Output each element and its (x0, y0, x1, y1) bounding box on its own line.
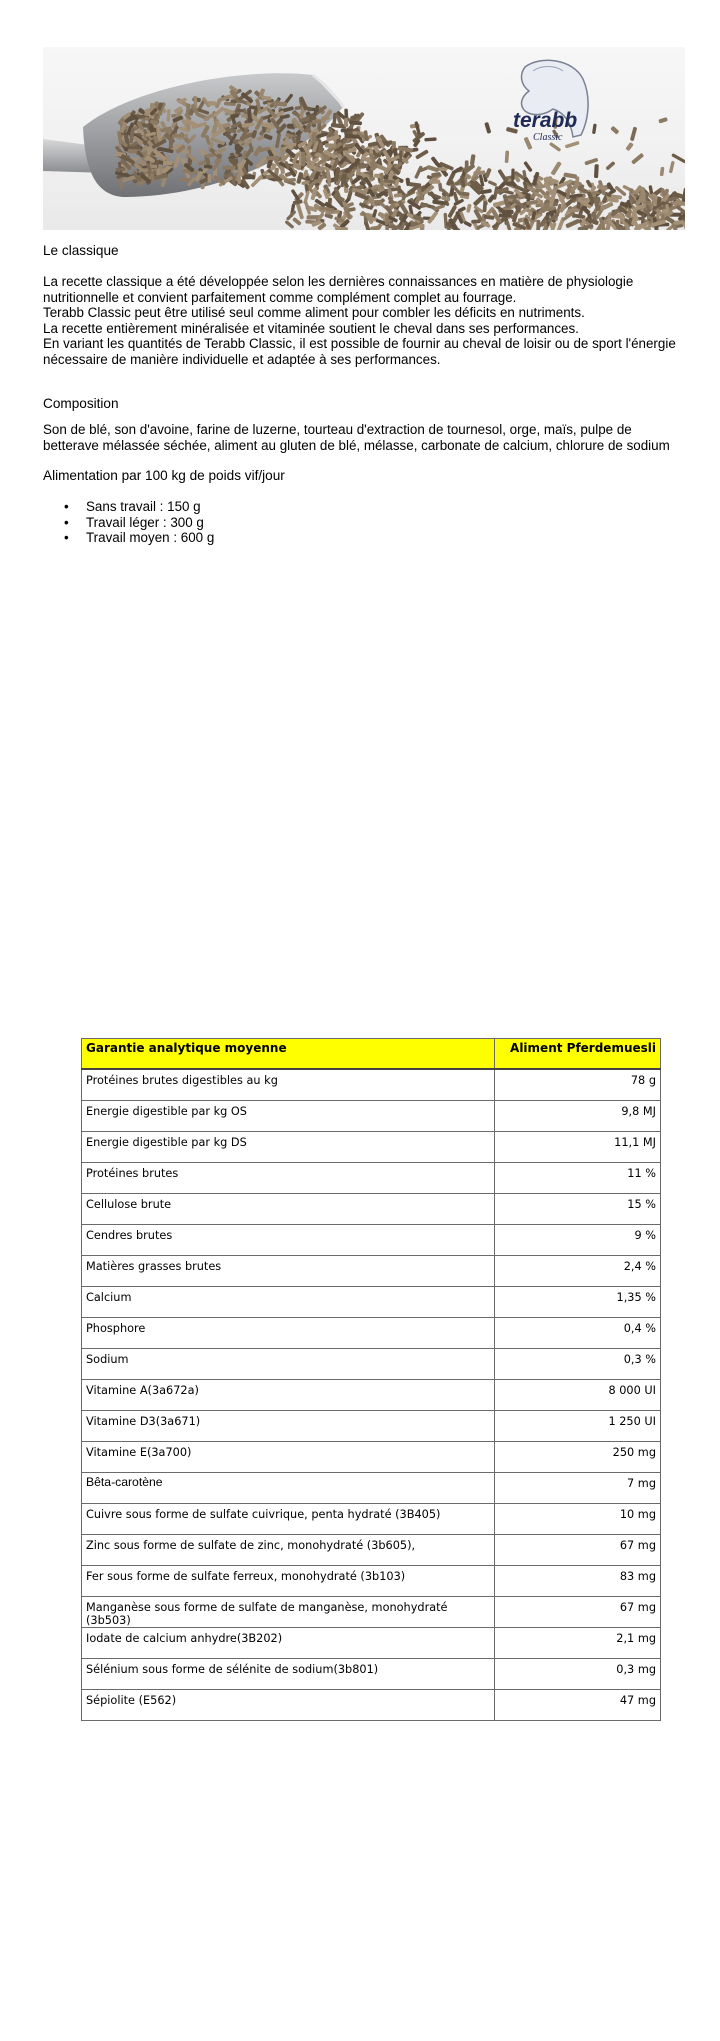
pellet (505, 150, 510, 163)
pellet (488, 180, 498, 187)
pellet (284, 220, 294, 229)
table-row (82, 1101, 661, 1132)
table-cell-label: Energie digestible par kg OS (82, 1101, 495, 1132)
table-cell-value: 9,8 MJ (495, 1101, 661, 1132)
pellet (669, 161, 675, 174)
table-cell-value: 11 % (495, 1163, 661, 1194)
product-hero-image (43, 47, 685, 230)
pellets-scoop-illustration (43, 47, 685, 230)
intro-line: En variant les quantités de Terabb Classic, il est possible de fournir au cheval de loisir ou de sport l'énergie (43, 336, 676, 351)
table-cell-label: Bêta-carotène (82, 1473, 495, 1504)
pellet (484, 122, 491, 134)
pellet (208, 174, 212, 183)
table-cell-label: Sodium (82, 1349, 495, 1380)
pellet (610, 126, 619, 135)
table-cell-value: 8 000 UI (495, 1380, 661, 1411)
table-cell-label: Cellulose brute (82, 1194, 495, 1225)
table-row (82, 1380, 661, 1411)
table-row (82, 1349, 661, 1380)
pellet (433, 204, 445, 211)
table-row (82, 1442, 661, 1473)
pellet (630, 127, 637, 142)
table-cell-value: 47 mg (495, 1690, 661, 1721)
intro-line: La recette entièrement minéralisée et vitaminée soutient le cheval dans ses performances. (43, 320, 579, 336)
list-item (43, 499, 683, 515)
table-cell-label: Vitamine A(3a672a) (82, 1380, 495, 1411)
composition-text (43, 422, 683, 453)
pellet (409, 182, 422, 187)
table-row (82, 1504, 661, 1535)
table-cell-value: 2,1 mg (495, 1628, 661, 1659)
pellet (208, 101, 216, 106)
table-cell-label: Cendres brutes (82, 1225, 495, 1256)
intro-heading: Le classique (43, 243, 119, 258)
composition-heading: Composition (43, 396, 119, 411)
pellet (470, 154, 476, 165)
table-row (82, 1690, 661, 1721)
pellet (438, 183, 443, 192)
table-cell-label: Calcium (82, 1287, 495, 1318)
feeding-heading: Alimentation par 100 kg de poids vif/jour (43, 468, 285, 483)
table-cell-value: 0,3 % (495, 1349, 661, 1380)
table-cell-value: 67 mg (495, 1597, 661, 1628)
pellet (429, 179, 441, 183)
table-cell-value: 250 mg (495, 1442, 661, 1473)
pellet (172, 134, 185, 137)
pellet (658, 117, 668, 124)
pellet (465, 160, 469, 170)
list-item (43, 530, 683, 546)
table-cell-label: Phosphore (82, 1318, 495, 1349)
table-cell-label: Iodate de calcium anhydre(3B202) (82, 1628, 495, 1659)
pellet (471, 219, 481, 223)
pellet (605, 161, 615, 171)
intro-line: La recette classique a été développée selon les dernières connaissances en matière de physiologie (43, 274, 634, 289)
pellet (625, 142, 633, 151)
intro-line: Terabb Classic peut être utilisé seul comme aliment pour combler les déficits en nutriments. (43, 305, 585, 320)
list-item (43, 515, 683, 531)
table-header-row (82, 1039, 661, 1070)
intro-paragraph (43, 274, 683, 367)
table-row (82, 1194, 661, 1225)
table-cell-label: Sépiolite (E562) (82, 1690, 495, 1721)
pellet (274, 101, 288, 106)
table-cell-value: 83 mg (495, 1566, 661, 1597)
list-item-text: Sans travail : 150 g (86, 499, 201, 514)
intro-line: nutritionnelle et convient parfaitement comme complément complet au fourrage. (43, 289, 517, 305)
table-cell-value: 0,4 % (495, 1318, 661, 1349)
list-item-text: Travail léger : 300 g (86, 514, 204, 530)
table-cell-value: 11,1 MJ (495, 1132, 661, 1163)
table-row (82, 1069, 661, 1101)
list-item-text: Travail moyen : 600 g (86, 530, 215, 546)
pellet (565, 141, 580, 149)
pellet (344, 118, 348, 127)
table-cell-value: 15 % (495, 1194, 661, 1225)
pellet (550, 161, 561, 176)
pellet (569, 208, 579, 212)
pellet (506, 182, 515, 186)
pellet (163, 161, 173, 166)
pellet (523, 137, 532, 150)
composition-line: Son de blé, son d'avoine, farine de luzerne, tourteau d'extraction de tournesol, orge, maïs, pulpe de (43, 422, 632, 437)
pellet (631, 153, 644, 165)
pellet (594, 164, 599, 178)
pellet (414, 165, 423, 179)
pellet (223, 166, 236, 170)
pellet (549, 142, 561, 152)
analytic-guarantee-table (81, 1038, 661, 1721)
pellet (296, 203, 304, 219)
table-row (82, 1473, 661, 1504)
table-cell-value: 10 mg (495, 1504, 661, 1535)
pellet (511, 168, 515, 180)
pellet (385, 214, 389, 225)
pellet (505, 220, 512, 230)
table-row (82, 1659, 661, 1690)
pellet (424, 137, 436, 141)
pellet (116, 167, 126, 171)
table-row (82, 1225, 661, 1256)
table-cell-label: Vitamine E(3a700) (82, 1442, 495, 1473)
table-cell-value: 78 g (495, 1069, 661, 1101)
table-cell-label: Protéines brutes digestibles au kg (82, 1069, 495, 1101)
table-row (82, 1132, 661, 1163)
table-row (82, 1597, 661, 1628)
table-row (82, 1535, 661, 1566)
pellet (616, 220, 620, 229)
table-cell-label: Cuivre sous forme de sulfate cuivrique, penta hydraté (3B405) (82, 1504, 495, 1535)
pellet (627, 207, 631, 218)
pellet (565, 219, 580, 229)
table-cell-value: 1 250 UI (495, 1411, 661, 1442)
table-cell-label: Energie digestible par kg DS (82, 1132, 495, 1163)
pellet (485, 168, 492, 179)
logo-wordmark: terabb (513, 109, 578, 132)
table-header-value: Aliment Pferdemuesli (495, 1039, 661, 1070)
pellet (301, 152, 305, 167)
table-cell-value: 67 mg (495, 1535, 661, 1566)
pellet (660, 167, 665, 177)
pellet (463, 221, 472, 228)
bullet-icon: • (64, 514, 69, 530)
table-header-label: Garantie analytique moyenne (82, 1039, 495, 1070)
table-cell-label: Manganèse sous forme de sulfate de manganèse, monohydraté (3b503) (82, 1597, 495, 1628)
table-cell-value: 9 % (495, 1225, 661, 1256)
pellet (497, 169, 508, 183)
pellet (266, 156, 279, 161)
pellet (242, 175, 255, 180)
table-cell-label: Protéines brutes (82, 1163, 495, 1194)
logo-subtitle: Classic (533, 132, 563, 143)
bullet-icon: • (64, 530, 69, 546)
table-cell-value: 1,35 % (495, 1287, 661, 1318)
table-row (82, 1256, 661, 1287)
table-cell-label: Matières grasses brutes (82, 1256, 495, 1287)
feeding-list (43, 499, 683, 546)
pellet (483, 201, 487, 212)
intro-line: nécessaire de manière individuelle et adaptée à ses performances. (43, 351, 441, 367)
composition-line: betterave mélassée séchée, aliment au gluten de blé, mélasse, carbonate de calcium, chlorure de sodium (43, 437, 670, 453)
table-cell-label: Zinc sous forme de sulfate de zinc, monohydraté (3b605), (82, 1535, 495, 1566)
table-row (82, 1287, 661, 1318)
table-row (82, 1318, 661, 1349)
table-row (82, 1411, 661, 1442)
table-row (82, 1566, 661, 1597)
table-cell-value: 7 mg (495, 1473, 661, 1504)
pellet (394, 193, 403, 198)
table-cell-value: 2,4 % (495, 1256, 661, 1287)
pellet (499, 213, 512, 217)
table-row (82, 1163, 661, 1194)
bullet-icon: • (64, 499, 69, 514)
table-cell-label: Sélénium sous forme de sélénite de sodium(3b801) (82, 1659, 495, 1690)
table-cell-label: Vitamine D3(3a671) (82, 1411, 495, 1442)
table-row (82, 1628, 661, 1659)
pellet (348, 148, 357, 152)
table-cell-value: 0,3 mg (495, 1659, 661, 1690)
pellet (325, 143, 336, 147)
pellet (466, 204, 472, 213)
pellet (319, 143, 323, 153)
table-cell-label: Fer sous forme de sulfate ferreux, monohydraté (3b103) (82, 1566, 495, 1597)
pellet (592, 123, 597, 134)
pellet (380, 173, 384, 188)
